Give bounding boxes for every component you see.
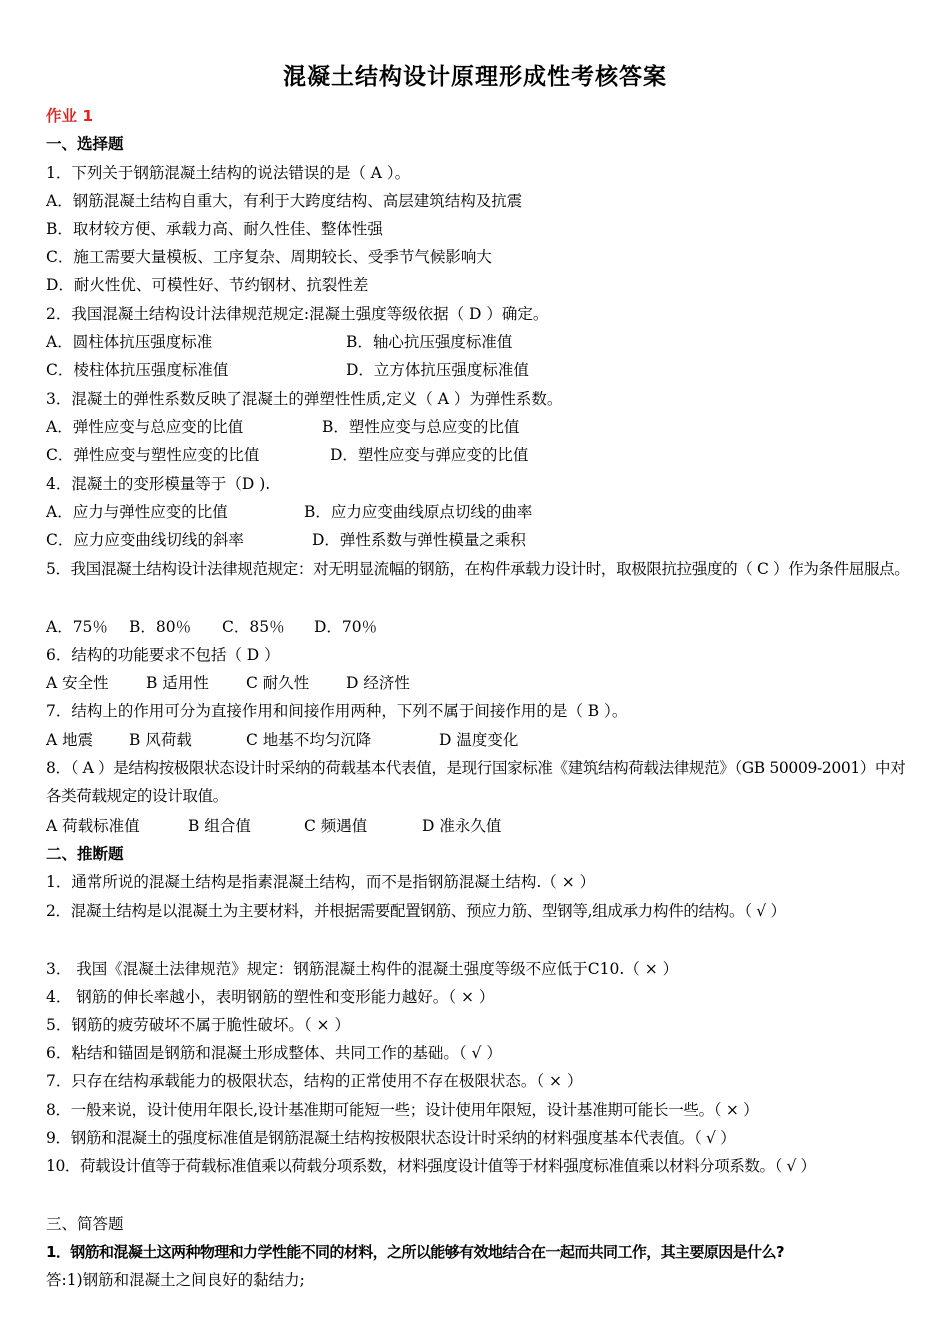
option-6a: A 安全性 [46, 674, 109, 692]
options-row [46, 413, 910, 441]
judge-item-7: 7．只存在结构承载能力的极限状态，结构的正常使用不存在极限状态。（ × ） [46, 1072, 583, 1090]
options-row [46, 526, 910, 554]
judge-item-8: 8．一般来说，设计使用年限长,设计基准期可能短一些；设计使用年限短，设计基准期可能长一些。（ × ） [46, 1101, 759, 1119]
short-answer-1: 答:1)钢筋和混凝土之间良好的黏结力; [46, 1271, 305, 1289]
option-7a: A 地震 [46, 731, 94, 749]
options-row [46, 726, 910, 754]
question-3: 3．混凝土的弹性系数反映了混凝土的弹塑性性质,定义（ A ）为弹性系数。 [46, 390, 563, 408]
option-4d: D．弹性系数与弹性模量之乘积 [312, 531, 526, 549]
option-2a: A．圆柱体抗压强度标准 [46, 333, 213, 351]
option-2d: D．立方体抗压强度标准值 [346, 361, 529, 379]
option-1c: C．施工需要大量模板、工序复杂、周期较长、受季节气候影响大 [46, 248, 492, 266]
judge-item-10: 10．荷载设计值等于荷载标准值乘以荷载分项系数，材料强度设计值等于材料强度标准值乘以材料分项系数。（ √ ） [46, 1157, 816, 1175]
options-row [46, 812, 910, 840]
options-row [46, 498, 910, 526]
option-6b: B 适用性 [146, 674, 209, 692]
option-5c: C．85％ [222, 618, 285, 636]
assignment-label: 作业 1 [46, 107, 94, 125]
option-1b: B．取材较方便、承载力高、耐久性佳、整体性强 [46, 220, 383, 238]
option-7d: D 温度变化 [439, 731, 519, 749]
option-2b: B．轴心抗压强度标准值 [346, 333, 513, 351]
options-row [46, 441, 910, 469]
option-4a: A．应力与弹性应变的比值 [46, 503, 228, 521]
question-6: 6．结构的功能要求不包括（ D ） [46, 646, 280, 664]
option-1a: A．钢筋混凝土结构自重大，有利于大跨度结构、高层建筑结构及抗震 [46, 192, 523, 210]
judge-item-5: 5．钢筋的疲劳破坏不属于脆性破坏。（ × ） [46, 1016, 350, 1034]
option-5a: A．75％ [46, 618, 108, 636]
option-2c: C．棱柱体抗压强度标准值 [46, 361, 229, 379]
option-3b: B．塑性应变与总应变的比值 [322, 418, 520, 436]
option-4b: B．应力应变曲线原点切线的曲率 [304, 503, 533, 521]
option-5d: D．70％ [314, 618, 378, 636]
judge-item-9: 9．钢筋和混凝土的强度标准值是钢筋混凝土结构按极限状态设计时采纳的材料强度基本代表值。（ √ ） [46, 1129, 736, 1147]
option-8b: B 组合值 [188, 817, 251, 835]
option-6c: C 耐久性 [246, 674, 310, 692]
option-3d: D．塑性应变与弹应变的比值 [330, 446, 529, 464]
question-2: 2．我国混凝土结构设计法律规范规定:混凝土强度等级依据（ D ）确定。 [46, 305, 549, 323]
option-7b: B 风荷载 [129, 731, 192, 749]
option-5b: B．80％ [129, 618, 192, 636]
question-4: 4．混凝土的变形模量等于（D ). [46, 475, 271, 493]
options-row [46, 613, 910, 641]
options-row [46, 328, 910, 356]
question-8: 8．（ A ）是结构按极限状态设计时采纳的荷载基本代表值，是现行国家标准《建筑结构荷载法律规范》（GB 50009-2001）中对各类荷载规定的设计取值。 [46, 759, 906, 805]
section-heading-short: 三、简答题 [46, 1215, 124, 1233]
judge-item-4: 4． 钢筋的伸长率越小，表明钢筋的塑性和变形能力越好。（ × ） [46, 988, 495, 1006]
short-question-1: 1．钢筋和混凝土这两种物理和力学性能不同的材料，之所以能够有效地结合在一起而共同工作，其主要原因是什么? [46, 1243, 784, 1261]
question-7: 7．结构上的作用可分为直接作用和间接作用两种，下列不属于间接作用的是（ B ）。 [46, 702, 628, 720]
judge-item-6: 6．粘结和锚固是钢筋和混凝土形成整体、共同工作的基础。（ √ ） [46, 1044, 502, 1062]
section-heading-judge: 二、推断题 [46, 845, 124, 863]
judge-item-3: 3． 我国《混凝土法律规范》规定：钢筋混凝土构件的混凝土强度等级不应低于C10.（ × ） [46, 960, 679, 978]
option-3a: A．弹性应变与总应变的比值 [46, 418, 244, 436]
option-3c: C．弹性应变与塑性应变的比值 [46, 446, 260, 464]
section-heading-choice: 一、选择题 [46, 135, 124, 153]
judge-item-1: 1．通常所说的混凝土结构是指素混凝土结构，而不是指钢筋混凝土结构.（ × ） [46, 873, 596, 891]
options-row [46, 669, 910, 697]
option-8d: D 准永久值 [422, 817, 502, 835]
option-4c: C．应力应变曲线切线的斜率 [46, 531, 244, 549]
judge-item-2: 2．混凝土结构是以混凝土为主要材料，并根据需要配置钢筋、预应力筋、型钢等,组成承力构件的结构。（ √ ） [46, 902, 786, 920]
option-6d: D 经济性 [346, 674, 410, 692]
option-8c: C 频遇值 [304, 817, 368, 835]
options-row [46, 356, 910, 384]
question-1: 1．下列关于钢筋混凝土结构的说法错误的是（ A ）。 [46, 164, 411, 182]
question-5: 5．我国混凝土结构设计法律规范规定：对无明显流幅的钢筋，在构件承载力设计时，取极限抗拉强度的（ C ）作为条件屈服点。 [46, 560, 910, 578]
option-7c: C 地基不均匀沉降 [246, 731, 372, 749]
page-title: 混凝土结构设计原理形成性考核答案 [283, 64, 667, 90]
option-1d: D．耐火性优、可模性好、节约钢材、抗裂性差 [46, 276, 369, 294]
option-8a: A 荷载标准值 [46, 817, 140, 835]
